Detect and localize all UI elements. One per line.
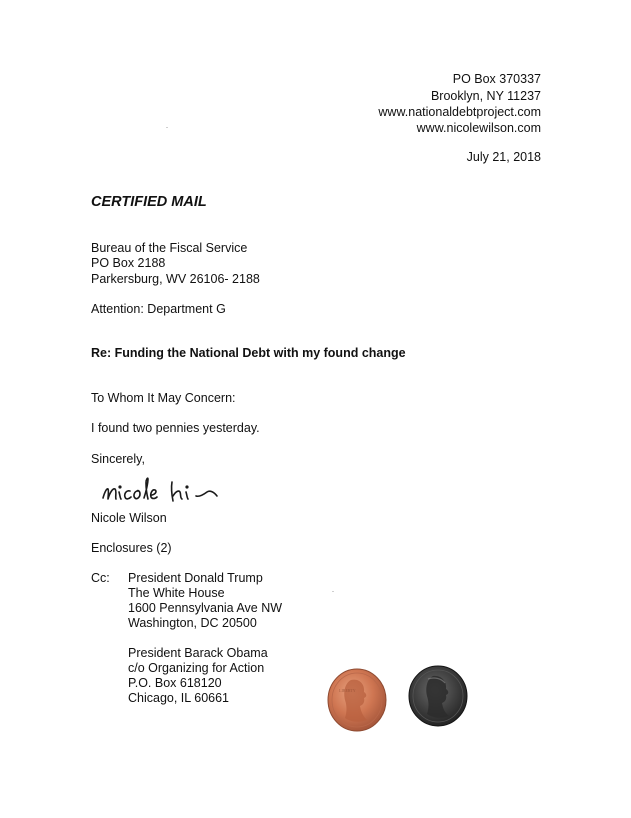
cc-recipient2-line2: c/o Organizing for Action (128, 661, 265, 675)
scan-speck (166, 127, 168, 128)
sender-website-1: www.nationaldebtproject.com (378, 105, 541, 119)
subject-line: Re: Funding the National Debt with my found change (91, 346, 406, 360)
closing: Sincerely, (91, 452, 145, 466)
sender-address-line2: Brooklyn, NY 11237 (430, 89, 541, 103)
cc-recipient1-line3: 1600 Pennsylvania Ave NW (128, 601, 283, 615)
recipient-line2: PO Box 2188 (91, 256, 166, 270)
salutation: To Whom It May Concern: (91, 391, 236, 405)
scan-speck (332, 591, 334, 592)
svg-text:LIBERTY: LIBERTY (339, 688, 356, 693)
signer-name: Nicole Wilson (91, 511, 167, 525)
cc-recipient2-line4: Chicago, IL 60661 (128, 691, 230, 705)
recipient-line3: Parkersburg, WV 26106- 2188 (91, 272, 260, 286)
delivery-method: CERTIFIED MAIL (91, 194, 207, 210)
dark-penny-image (408, 665, 468, 727)
sender-address-line1: PO Box 370337 (452, 72, 541, 86)
copper-penny-image (327, 668, 387, 732)
cc-recipient1-line1: President Donald Trump (128, 571, 263, 585)
recipient-attention: Attention: Department G (91, 302, 226, 316)
sender-website-2: www.nicolewilson.com (416, 121, 541, 135)
cc-recipient1-line4: Washington, DC 20500 (128, 616, 257, 630)
enclosures-note: Enclosures (2) (91, 541, 172, 555)
body-text: I found two pennies yesterday. (91, 421, 260, 435)
recipient-line1: Bureau of the Fiscal Service (91, 241, 248, 255)
cc-label: Cc: (91, 571, 110, 585)
letter-date: July 21, 2018 (466, 150, 541, 164)
cc-recipient1-line2: The White House (128, 586, 225, 600)
handwritten-signature (100, 474, 225, 508)
cc-recipient2-line3: P.O. Box 618120 (128, 676, 222, 690)
cc-recipient2-line1: President Barack Obama (128, 646, 268, 660)
